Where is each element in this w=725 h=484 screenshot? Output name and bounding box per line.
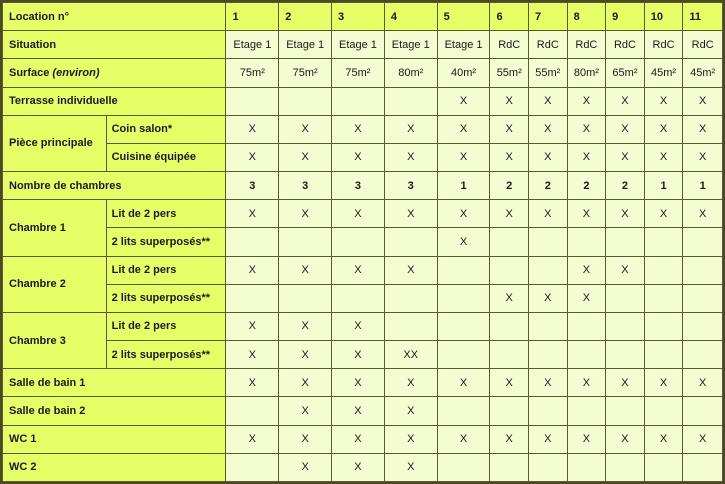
table-cell: X [279,144,331,171]
table-cell: X [645,426,683,453]
table-cell: 80m² [568,59,606,86]
chambre1-row-2 [3,228,722,255]
location-comparison-table [2,2,723,482]
table-cell: X [606,200,644,227]
table-cell: X [683,88,722,115]
row-label: Salle de bain 2 [3,397,225,424]
table-cell: X [568,257,606,284]
table-cell [490,313,528,340]
table-cell [438,285,490,312]
row-label: Nombre de chambres [3,172,225,199]
header-title: Location n° [3,3,225,30]
table-cell [226,88,278,115]
table-cell: RdC [683,31,722,58]
table-cell: Etage 1 [332,31,384,58]
table-cell: 75m² [332,59,384,86]
table-cell: X [279,257,331,284]
table-cell: X [226,369,278,396]
table-cell [490,257,528,284]
table-cell [279,228,331,255]
table-cell: X [645,369,683,396]
chambre2-row-2 [3,285,722,312]
row-sublabel: Coin salon* [107,116,226,143]
chambre3-row-1 [3,313,722,340]
table-cell [385,88,437,115]
location-number: 10 [645,3,683,30]
surface-row [3,59,722,86]
table-cell: X [683,369,722,396]
table-cell: X [490,88,528,115]
table-cell: X [332,341,384,368]
table-cell: X [385,426,437,453]
row-label: Situation [3,31,225,58]
table-cell: X [606,426,644,453]
table-cell [529,341,567,368]
table-cell: 65m² [606,59,644,86]
table-cell [332,88,384,115]
table-cell: X [332,397,384,424]
table-cell: RdC [606,31,644,58]
table-cell: 55m² [529,59,567,86]
table-cell: X [568,200,606,227]
table-cell: X [490,369,528,396]
table-cell: X [438,228,490,255]
table-cell: RdC [568,31,606,58]
table-cell [683,313,722,340]
table-cell: X [226,313,278,340]
table-cell: X [568,144,606,171]
table-cell: X [279,397,331,424]
table-cell: X [438,88,490,115]
table-cell: X [279,341,331,368]
table-cell: X [332,313,384,340]
piece-principale-row-2 [3,144,722,171]
table-cell: X [438,369,490,396]
table-cell: X [606,88,644,115]
table-cell [226,228,278,255]
terrasse-row [3,88,722,115]
row-label [3,59,225,86]
table-cell: 2 [568,172,606,199]
table-cell: X [490,285,528,312]
table-cell [438,397,490,424]
table-cell [645,257,683,284]
table-cell: X [279,369,331,396]
table-cell: X [490,426,528,453]
table-cell [529,454,567,481]
row-group-label: Chambre 2 [3,257,106,312]
table-cell: X [385,144,437,171]
table-cell: X [279,313,331,340]
table-cell [645,341,683,368]
row-group-label: Chambre 3 [3,313,106,368]
table-cell: X [529,144,567,171]
table-cell [568,397,606,424]
chambre3-row-2 [3,341,722,368]
table-cell: X [385,116,437,143]
table-cell [490,341,528,368]
table-cell: X [385,257,437,284]
table-cell [226,454,278,481]
table-cell: X [438,200,490,227]
table-cell: X [226,116,278,143]
row-group-label: Pièce principale [3,116,106,171]
table-cell: 2 [606,172,644,199]
table-cell [645,285,683,312]
location-number: 5 [438,3,490,30]
table-cell [529,313,567,340]
table-cell: X [332,200,384,227]
table-cell: X [645,116,683,143]
table-cell: 3 [279,172,331,199]
table-cell: X [529,116,567,143]
table-cell [529,257,567,284]
table-cell: X [385,454,437,481]
table-cell [568,228,606,255]
table-cell [279,285,331,312]
table-cell: 75m² [279,59,331,86]
table-cell [606,397,644,424]
header-row [3,3,722,30]
table-cell [683,257,722,284]
table-cell: 1 [683,172,722,199]
location-number: 2 [279,3,331,30]
table-cell: 55m² [490,59,528,86]
table-cell: X [385,397,437,424]
table-cell: Etage 1 [438,31,490,58]
table-cell [645,454,683,481]
table-cell [490,397,528,424]
table-cell: X [332,144,384,171]
table-cell [606,341,644,368]
row-label: Salle de bain 1 [3,369,225,396]
table-cell: 3 [385,172,437,199]
row-sublabel: Lit de 2 pers [107,313,226,340]
table-cell: X [683,144,722,171]
row-sublabel: Lit de 2 pers [107,200,226,227]
table-cell [683,341,722,368]
piece-principale-row-1 [3,116,722,143]
table-cell: X [490,200,528,227]
table-cell: X [226,200,278,227]
table-cell: X [332,116,384,143]
table-cell [683,228,722,255]
table-cell: RdC [490,31,528,58]
table-cell: RdC [529,31,567,58]
row-sublabel: 2 lits superposés** [107,285,226,312]
table-cell [226,397,278,424]
table-cell: 45m² [683,59,722,86]
table-cell: X [683,200,722,227]
table-cell [332,228,384,255]
location-number: 8 [568,3,606,30]
row-label: WC 2 [3,454,225,481]
table-cell: X [529,369,567,396]
row-sublabel: Lit de 2 pers [107,257,226,284]
table-cell [645,228,683,255]
row-group-label: Chambre 1 [3,200,106,255]
location-number: 3 [332,3,384,30]
table-cell: X [385,369,437,396]
table-cell: X [385,200,437,227]
table-cell [438,313,490,340]
location-number: 4 [385,3,437,30]
table-cell: X [332,369,384,396]
table-cell: X [606,257,644,284]
table-cell [645,313,683,340]
row-label: WC 1 [3,426,225,453]
wc1-row [3,426,722,453]
table-cell [683,454,722,481]
table-cell [226,285,278,312]
table-cell: X [606,144,644,171]
sdb1-row [3,369,722,396]
situation-row [3,31,722,58]
table-cell: X [529,285,567,312]
table-cell [529,228,567,255]
table-cell [385,228,437,255]
table-cell [385,285,437,312]
table-cell: X [645,200,683,227]
table-cell: X [438,426,490,453]
table-cell [385,313,437,340]
table-cell [606,313,644,340]
row-sublabel: Cuisine équipée [107,144,226,171]
table-cell: X [279,454,331,481]
table-cell: X [645,144,683,171]
table-cell: X [438,116,490,143]
table-cell [606,454,644,481]
location-number: 7 [529,3,567,30]
table-cell: 40m² [438,59,490,86]
table-cell: Etage 1 [385,31,437,58]
table-cell: X [568,116,606,143]
table-cell: X [683,426,722,453]
table-cell: X [279,426,331,453]
row-label: Terrasse individuelle [3,88,225,115]
table-cell: X [606,116,644,143]
table-cell: 80m² [385,59,437,86]
table-cell: XX [385,341,437,368]
location-number: 6 [490,3,528,30]
sdb2-row [3,397,722,424]
row-sublabel: 2 lits superposés** [107,228,226,255]
table-cell [568,313,606,340]
table-cell: X [332,454,384,481]
chambre1-row-1 [3,200,722,227]
table-cell [606,228,644,255]
table-cell: RdC [645,31,683,58]
table-cell: X [490,144,528,171]
table-cell: X [226,426,278,453]
table-cell: X [490,116,528,143]
table-cell [683,397,722,424]
table-cell: X [568,285,606,312]
table-cell: X [332,257,384,284]
surface-label-suffix: (environ) [52,66,100,79]
table-cell: X [568,426,606,453]
table-cell: 2 [529,172,567,199]
table-cell: X [645,88,683,115]
table-cell [683,285,722,312]
table-cell: Etage 1 [279,31,331,58]
table-cell: X [226,341,278,368]
table-cell: X [529,88,567,115]
table-cell [529,397,567,424]
table-cell: X [279,116,331,143]
table-cell: 3 [332,172,384,199]
table-cell [645,397,683,424]
table-cell: X [279,200,331,227]
table-cell [279,88,331,115]
table-cell [438,454,490,481]
table-cell [490,228,528,255]
table-cell: X [568,369,606,396]
table-cell: X [529,426,567,453]
table-cell: X [606,369,644,396]
table-cell: 2 [490,172,528,199]
table-cell: 75m² [226,59,278,86]
location-number: 9 [606,3,644,30]
table-cell: X [683,116,722,143]
row-sublabel: 2 lits superposés** [107,341,226,368]
table-cell [438,341,490,368]
location-number: 11 [683,3,722,30]
table-cell: 45m² [645,59,683,86]
table-cell [606,285,644,312]
table-cell: X [438,144,490,171]
table-cell [438,257,490,284]
table-cell: X [568,88,606,115]
wc2-row [3,454,722,481]
table-cell: X [226,257,278,284]
table-cell: X [529,200,567,227]
nb-chambres-row [3,172,722,199]
table-cell: X [332,426,384,453]
table-cell: 3 [226,172,278,199]
table-cell: 1 [438,172,490,199]
table-cell: Etage 1 [226,31,278,58]
chambre2-row-1 [3,257,722,284]
table-cell [568,454,606,481]
table-cell [490,454,528,481]
location-number: 1 [226,3,278,30]
table-cell [568,341,606,368]
surface-label: Surface [9,66,50,79]
table-cell [332,285,384,312]
table-cell: 1 [645,172,683,199]
table-cell: X [226,144,278,171]
